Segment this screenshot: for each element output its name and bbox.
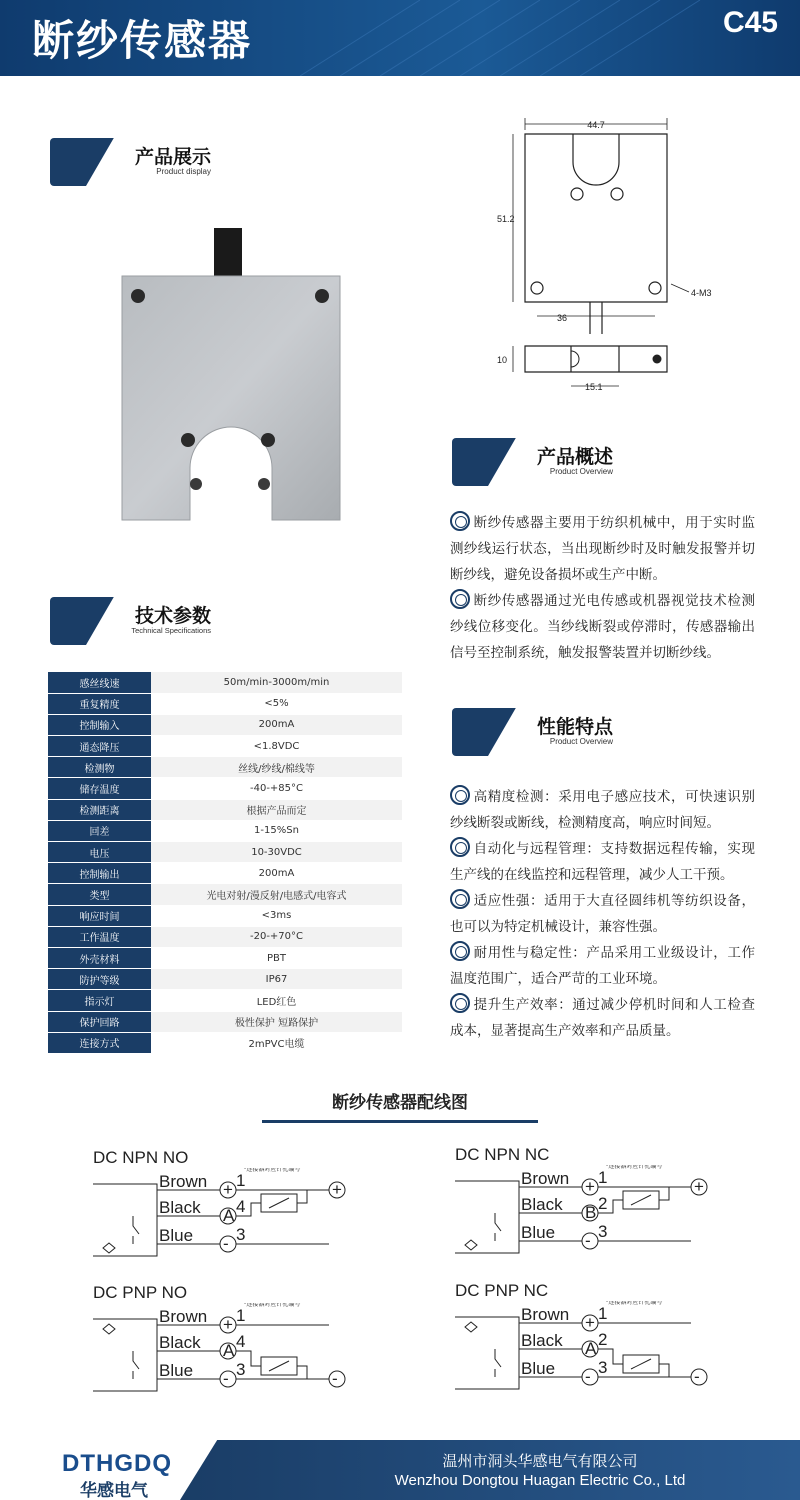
overview-text: 断纱传感器主要用于纺织机械中，用于实时监测纱线运行状态，当出现断纱时及时触发报警并切断纱线，避免设备损坏或生产中断。 断纱传感器通过光电传感或机器视觉技术检测纱线位移变化。当纱线断裂或停滞时，传感器输出信号至控制系统，触发报警装置并切断纱线。 <box>450 510 755 666</box>
bullet-ring-icon <box>450 993 470 1013</box>
section-tag-specs <box>50 597 225 645</box>
terminal-mark: A <box>585 1339 597 1358</box>
wire-label-black: Black <box>521 1195 563 1214</box>
header-banner <box>0 0 800 76</box>
pin-number: 2 <box>598 1330 608 1349</box>
company-name-en: Wenzhou Dongtou Huagan Electric Co., Ltd <box>394 1472 686 1489</box>
terminal-mark: + <box>223 1315 233 1334</box>
spec-value: -40-+85°C <box>151 778 402 799</box>
section-tag-display <box>50 138 225 186</box>
pin-number: 4 <box>236 1332 246 1351</box>
sensor-box <box>93 1184 157 1256</box>
spec-value: 2mPVC电缆 <box>151 1032 402 1053</box>
model-number: C45 <box>722 6 778 39</box>
terminal-mark: A <box>223 1206 235 1225</box>
wiring-diagram <box>455 1145 795 1275</box>
spec-key: 感丝线速 <box>48 672 151 693</box>
spec-key: 保护回路 <box>48 1011 151 1032</box>
terminal-mark: - <box>585 1231 591 1250</box>
spec-row <box>48 693 402 714</box>
spec-value: 丝线/纱线/棉线等 <box>151 757 402 778</box>
spec-key: 工作温度 <box>48 926 151 947</box>
spec-value: 200mA <box>151 863 402 884</box>
spec-row <box>48 672 402 693</box>
dim-thickness: 10 <box>497 355 508 365</box>
spec-key: 检测物 <box>48 757 151 778</box>
terminal-mark: + <box>223 1180 233 1199</box>
spec-row <box>48 947 402 968</box>
pin-number: 1 <box>598 1304 608 1323</box>
bullet-ring-icon <box>450 511 470 531</box>
spec-value: 1-15%Sn <box>151 820 402 841</box>
switch-contact <box>495 1349 501 1377</box>
spec-value: 10-30VDC <box>151 842 402 863</box>
terminal-mark: + <box>585 1313 595 1332</box>
spec-value: <5% <box>151 693 402 714</box>
spec-key: 储存温度 <box>48 778 151 799</box>
spec-row <box>48 905 402 926</box>
spec-value: 200mA <box>151 714 402 735</box>
spec-row <box>48 884 402 905</box>
spec-row <box>48 757 402 778</box>
wire-label-blue: Blue <box>159 1361 194 1380</box>
pin-number: 1 <box>598 1168 608 1187</box>
spec-value: <1.8VDC <box>151 736 402 757</box>
circuit-schematic <box>455 1301 755 1401</box>
sensor-box <box>455 1181 519 1253</box>
spec-value: LED红色 <box>151 990 402 1011</box>
wire-label-brown: Brown <box>521 1169 570 1188</box>
bullet-ring-icon <box>450 837 470 857</box>
spec-key: 电压 <box>48 842 151 863</box>
dim-width: 44.7 <box>587 120 605 130</box>
bullet-ring-icon <box>450 589 470 609</box>
spec-value: 根据产品而定 <box>151 799 402 820</box>
terminal-mark: - <box>585 1367 591 1386</box>
terminal-mark: A <box>223 1341 235 1360</box>
load-terminal-mark: - <box>332 1369 338 1388</box>
section-tag-overview <box>452 438 627 486</box>
spec-key: 外壳材料 <box>48 947 151 968</box>
wire-label-black: Black <box>159 1198 201 1217</box>
pin-number: 3 <box>236 1225 246 1244</box>
spec-row <box>48 1032 402 1053</box>
section-subtitle: Technical Specifications <box>131 626 211 635</box>
dim-height: 51.2 <box>497 214 515 224</box>
wiring-diagram <box>93 1148 433 1278</box>
company-name-cn: 温州市洞头华感电气有限公司 <box>442 1452 638 1470</box>
spec-value: 50m/min-3000m/min <box>151 672 402 693</box>
dim-side: 15.1 <box>585 382 603 392</box>
spec-value: IP67 <box>151 969 402 990</box>
spec-key: 回差 <box>48 820 151 841</box>
company-logo-cn: 华感电气 <box>80 1481 148 1500</box>
section-title: 技术参数 <box>134 605 211 627</box>
wiring-title: 断纱传感器配线图 <box>332 1093 468 1113</box>
wire-label-blue: Blue <box>159 1226 194 1245</box>
connector-note: *连接器对应针孔编号 <box>244 1303 301 1308</box>
pin-number: 1 <box>236 1171 246 1190</box>
wiring-diagram <box>93 1283 433 1413</box>
pin-number: 3 <box>598 1358 608 1377</box>
spec-key: 防护等级 <box>48 969 151 990</box>
load-terminal-mark: - <box>694 1367 700 1386</box>
pin-number: 2 <box>598 1194 608 1213</box>
spec-row <box>48 799 402 820</box>
sensor-diode-icon <box>465 1240 477 1250</box>
features-text: 高精度检测：采用电子感应技术，可快速识别纱线断裂或断线，检测精度高，响应时间短。 自动化与远程管理：支持数据远程传输，实现生产线的在线监控和远程管理，减少人工干预。 适应性强：适用于大直径圆纬机等纺织设备，也可以为特定机械设计，兼容性强。 耐用性与稳定性：产品采用工业级设计，工作温度范围广，适合严苛的工业环境。 提升生产效率：通过减少停机时间和人工检查成本，显著提高生产效率和产品质量。 <box>450 784 755 1044</box>
pin-number: 3 <box>598 1222 608 1241</box>
spec-value: <3ms <box>151 905 402 926</box>
terminal-mark: B <box>585 1203 597 1222</box>
diagram-title: DC PNP NO <box>93 1283 188 1302</box>
spec-row <box>48 714 402 735</box>
sensor-box <box>93 1319 157 1391</box>
diagram-title: DC NPN NC <box>455 1145 550 1164</box>
load-terminal-mark: + <box>694 1177 704 1196</box>
bullet-ring-icon <box>450 785 470 805</box>
spec-key: 连接方式 <box>48 1032 151 1053</box>
wire-label-blue: Blue <box>521 1359 556 1378</box>
switch-contact <box>495 1213 501 1241</box>
spec-row <box>48 842 402 863</box>
bullet-ring-icon <box>450 941 470 961</box>
spec-key: 控制输出 <box>48 863 151 884</box>
spec-value: PBT <box>151 947 402 968</box>
spec-key: 指示灯 <box>48 990 151 1011</box>
spec-row <box>48 778 402 799</box>
diagram-title: DC PNP NC <box>455 1281 549 1300</box>
section-title: 产品展示 <box>134 146 211 168</box>
section-title: 产品概述 <box>536 446 613 468</box>
wire-label-brown: Brown <box>159 1172 208 1191</box>
terminal-mark: - <box>223 1234 229 1253</box>
load-terminal-mark: + <box>332 1180 342 1199</box>
spec-row <box>48 990 402 1011</box>
circuit-schematic <box>93 1303 393 1403</box>
dim-hole-spacing: 36 <box>557 313 568 323</box>
section-subtitle: Product Overview <box>549 467 613 476</box>
connector-note: *连接器对应针孔编号 <box>606 1301 663 1306</box>
wire-label-black: Black <box>521 1331 563 1350</box>
spec-row <box>48 863 402 884</box>
page-title: 断纱传感器 <box>32 16 253 65</box>
spec-key: 检测距离 <box>48 799 151 820</box>
sensor-box <box>455 1317 519 1389</box>
spec-key: 响应时间 <box>48 905 151 926</box>
spec-row <box>48 969 402 990</box>
pin-number: 3 <box>236 1360 246 1379</box>
spec-key: 重复精度 <box>48 693 151 714</box>
section-subtitle: Product display <box>156 167 211 176</box>
spec-table <box>48 672 402 1054</box>
wire-label-black: Black <box>159 1333 201 1352</box>
spec-value: -20-+70°C <box>151 926 402 947</box>
wiring-diagram <box>455 1281 795 1411</box>
sensor-diode-icon <box>103 1243 115 1253</box>
bullet-ring-icon <box>450 889 470 909</box>
product-photo <box>118 228 344 524</box>
pin-number: 4 <box>236 1197 246 1216</box>
circuit-schematic <box>93 1168 393 1268</box>
sensor-diode-icon <box>103 1324 115 1334</box>
dimension-drawing <box>495 110 745 400</box>
section-tag-features <box>452 708 627 756</box>
switch-contact <box>133 1351 139 1379</box>
spec-row <box>48 736 402 757</box>
spec-key: 控制输入 <box>48 714 151 735</box>
wire-label-brown: Brown <box>521 1305 570 1324</box>
company-logo: DTHGDQ <box>62 1450 172 1477</box>
sensor-diode-icon <box>465 1322 477 1332</box>
spec-key: 类型 <box>48 884 151 905</box>
wire-label-brown: Brown <box>159 1307 208 1326</box>
connector-note: *连接器对应针孔编号 <box>606 1165 663 1170</box>
wire-label-blue: Blue <box>521 1223 556 1242</box>
spec-row <box>48 1011 402 1032</box>
section-title: 性能特点 <box>536 716 613 738</box>
wiring-title-underline <box>262 1120 538 1123</box>
spec-row <box>48 820 402 841</box>
terminal-mark: - <box>223 1369 229 1388</box>
terminal-mark: + <box>585 1177 595 1196</box>
footer <box>0 1440 800 1500</box>
spec-value: 极性保护 短路保护 <box>151 1011 402 1032</box>
pin-number: 1 <box>236 1306 246 1325</box>
connector-note: *连接器对应针孔编号 <box>244 1168 301 1173</box>
spec-key: 通态降压 <box>48 736 151 757</box>
spec-row <box>48 926 402 947</box>
switch-contact <box>133 1216 139 1244</box>
circuit-schematic <box>455 1165 755 1265</box>
diagram-title: DC NPN NO <box>93 1148 189 1167</box>
section-subtitle: Product Overview <box>549 737 613 746</box>
dim-holes: 4-M3 <box>691 288 712 298</box>
spec-value: 光电对射/漫反射/电感式/电容式 <box>151 884 402 905</box>
